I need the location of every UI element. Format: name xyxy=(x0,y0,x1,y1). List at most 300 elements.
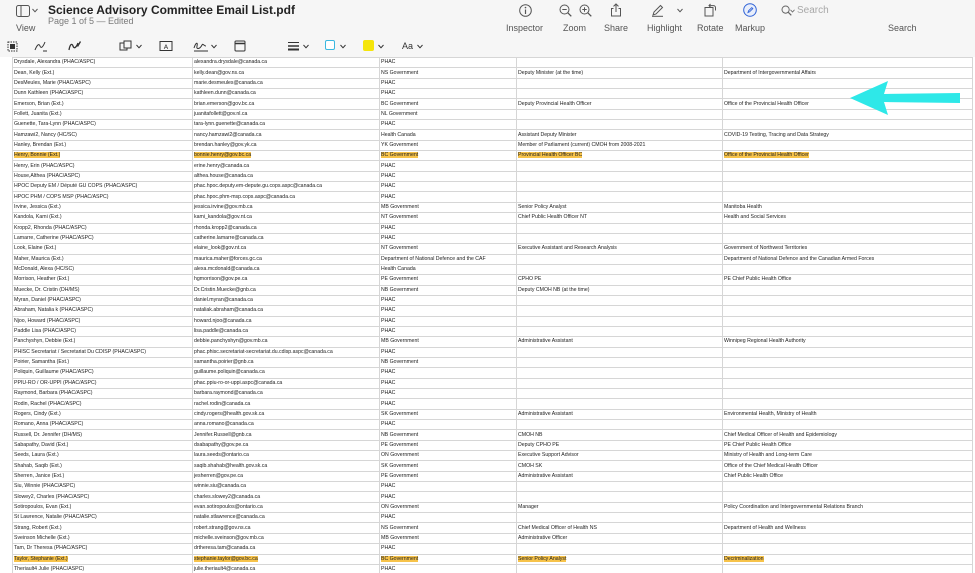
table-row xyxy=(13,264,973,274)
table-cell xyxy=(13,233,193,243)
table-cell xyxy=(193,513,380,523)
table-cell xyxy=(13,140,193,150)
table-cell xyxy=(517,182,723,192)
cell-text: Department of National Defence and the CAF xyxy=(381,255,486,262)
table-cell xyxy=(380,78,517,88)
cell-text: Abraham, Natalia k (PHAC/ASPC) xyxy=(14,307,93,314)
cell-text: Sotiropoulos, Evan (Ext.) xyxy=(14,503,72,510)
table-cell xyxy=(517,337,723,347)
table-cell xyxy=(13,564,193,573)
table-cell xyxy=(13,244,193,254)
table-cell xyxy=(517,554,723,564)
table-cell xyxy=(380,171,517,181)
table-cell xyxy=(193,471,380,481)
table-cell xyxy=(723,368,973,378)
cell-text: samantha.poirier@gnb.ca xyxy=(194,359,254,366)
markup-pen-icon[interactable] xyxy=(743,3,757,17)
table-cell xyxy=(193,564,380,573)
table-row xyxy=(13,171,973,181)
table-cell xyxy=(193,78,380,88)
table-cell xyxy=(723,140,973,150)
cell-text: Tam, Dr Theresa (PHAC/ASPC) xyxy=(14,545,88,552)
cell-text: PE Chief Public Health Office xyxy=(724,276,792,283)
table-cell xyxy=(517,368,723,378)
table-cell xyxy=(517,533,723,543)
table-cell xyxy=(517,99,723,109)
info-icon[interactable] xyxy=(519,4,532,17)
table-cell xyxy=(723,430,973,440)
table-cell xyxy=(517,399,723,409)
cell-text: bonnie.henry@gov.bc.ca xyxy=(194,152,252,159)
cell-text: Department of Health and Wellness xyxy=(724,524,806,531)
table-cell xyxy=(193,275,380,285)
table-cell xyxy=(380,68,517,78)
sketch-icon[interactable] xyxy=(34,40,48,52)
cell-text: Chief Public Health Office xyxy=(724,472,784,479)
table-cell xyxy=(13,275,193,285)
table-cell xyxy=(380,347,517,357)
pdf-page[interactable] xyxy=(0,57,975,573)
line-style-icon[interactable] xyxy=(287,41,300,51)
table-cell xyxy=(517,120,723,130)
cell-text: PE Government xyxy=(381,441,418,448)
table-cell xyxy=(380,420,517,430)
table-cell xyxy=(380,130,517,140)
cell-text: BC Government xyxy=(381,100,419,107)
cell-text: BC Government xyxy=(381,152,419,159)
table-cell xyxy=(517,316,723,326)
table-cell xyxy=(13,357,193,367)
table-cell xyxy=(13,430,193,440)
table-cell xyxy=(380,275,517,285)
chevron-down-icon[interactable] xyxy=(417,44,423,49)
table-cell xyxy=(193,285,380,295)
table-cell xyxy=(723,523,973,533)
zoom-out-icon[interactable] xyxy=(559,4,572,17)
cell-text: PHAC xyxy=(381,172,396,179)
cell-text: PHAC xyxy=(381,297,396,304)
cell-text: Assistant Deputy Minister xyxy=(518,131,577,138)
table-cell xyxy=(13,337,193,347)
table-cell xyxy=(723,544,973,554)
cell-text: Rodin, Rachel (PHAC/ASPC) xyxy=(14,400,82,407)
table-cell xyxy=(13,120,193,130)
table-cell xyxy=(13,264,193,274)
table-cell xyxy=(517,440,723,450)
cell-text: erine.henry@canada.ca xyxy=(194,162,250,169)
cell-text: maurica.maher@forces.gc.ca xyxy=(194,255,262,262)
table-cell xyxy=(193,337,380,347)
cell-text: rachel.rodin@canada.ca xyxy=(194,400,251,407)
table-row xyxy=(13,554,973,564)
cell-text: alexandra.drysdale@canada.ca xyxy=(194,59,268,66)
arrow-shape xyxy=(850,81,960,115)
cell-text: Poirier, Samantha (Ext.) xyxy=(14,359,70,366)
share-label[interactable]: Share xyxy=(604,23,629,33)
table-cell xyxy=(380,202,517,212)
table-cell xyxy=(723,182,973,192)
table-cell xyxy=(517,451,723,461)
markup-label[interactable]: Markup xyxy=(735,23,766,33)
share-icon[interactable] xyxy=(610,3,622,17)
table-cell xyxy=(193,68,380,78)
cell-text: Russell, Dr. Jennifer (DH/MS) xyxy=(14,431,83,438)
table-cell xyxy=(193,130,380,140)
cell-text: althea.house@canada.ca xyxy=(194,172,253,179)
table-cell xyxy=(13,378,193,388)
table-cell xyxy=(13,409,193,419)
table-cell xyxy=(13,554,193,564)
table-cell xyxy=(723,316,973,326)
table-cell xyxy=(517,544,723,554)
table-row xyxy=(13,213,973,223)
cell-text: Jennifer.Russell@gnb.ca xyxy=(194,431,252,438)
table-cell xyxy=(193,347,380,357)
cell-text: PHAC xyxy=(381,307,396,314)
search-field[interactable] xyxy=(779,3,969,19)
cell-text: Dr.Cristin.Muecke@gnb.ca xyxy=(194,286,256,293)
document-subtitle: Page 1 of 5 — Edited xyxy=(48,16,134,26)
table-row xyxy=(13,192,973,202)
table-cell xyxy=(193,502,380,512)
cell-text: winnie.siu@canada.ca xyxy=(194,483,246,490)
table-cell xyxy=(517,295,723,305)
table-cell xyxy=(380,109,517,119)
table-cell xyxy=(13,523,193,533)
cell-text: PHAC xyxy=(381,235,396,242)
table-cell xyxy=(517,171,723,181)
table-cell xyxy=(193,306,380,316)
zoom-in-icon[interactable] xyxy=(579,4,592,17)
table-row xyxy=(13,492,973,502)
table-cell xyxy=(723,440,973,450)
cell-text: PHAC xyxy=(381,224,396,231)
cell-text: Office of the Chief Medical Health Officer xyxy=(724,462,818,469)
table-cell xyxy=(380,564,517,573)
table-cell xyxy=(517,430,723,440)
cell-text: NB Government xyxy=(381,286,419,293)
cell-text: Muecke, Dr. Cristin (DH/MS) xyxy=(14,286,80,293)
search-label[interactable]: Search xyxy=(888,23,917,33)
cell-text: PHAC xyxy=(381,348,396,355)
svg-text:A: A xyxy=(163,42,169,51)
chevron-down-icon[interactable] xyxy=(303,44,309,49)
cell-text: Njoo, Howard (PHAC/ASPC) xyxy=(14,317,81,324)
table-cell xyxy=(723,492,973,502)
cell-text: Department of Intergovernmental Affairs xyxy=(724,69,816,76)
cell-text: PPIU-RO / OR-UPPI (PHAC/ASPC) xyxy=(14,379,97,386)
table-cell xyxy=(193,420,380,430)
table-cell xyxy=(517,78,723,88)
table-row xyxy=(13,482,973,492)
cell-text: Administrative Assistant xyxy=(518,472,573,479)
cell-text: barbara.raymond@canada.ca xyxy=(194,390,263,397)
table-cell xyxy=(517,378,723,388)
table-cell xyxy=(193,389,380,399)
table-cell xyxy=(517,357,723,367)
table-cell xyxy=(517,420,723,430)
note-icon[interactable] xyxy=(234,40,246,52)
markup-toolbar xyxy=(0,36,975,58)
table-cell xyxy=(193,440,380,450)
cell-text: NT Government xyxy=(381,245,418,252)
table-cell xyxy=(723,533,973,543)
table-row xyxy=(13,357,973,367)
cell-text: MB Government xyxy=(381,534,419,541)
table-cell xyxy=(380,161,517,171)
table-cell xyxy=(380,523,517,533)
chevron-down-icon[interactable] xyxy=(211,44,217,49)
rotate-icon[interactable] xyxy=(704,3,717,17)
table-cell xyxy=(380,337,517,347)
cell-text: NS Government xyxy=(381,69,419,76)
table-cell xyxy=(723,409,973,419)
cell-text: phac.ppiu-ro-or-uppi.aspc@canada.ca xyxy=(194,379,283,386)
cell-text: Strang, Robert (Ext.) xyxy=(14,524,62,531)
cell-text: nataliak.abraham@canada.ca xyxy=(194,307,264,314)
cell-text: Sherren, Janice (Ext.) xyxy=(14,472,65,479)
table-row xyxy=(13,109,973,119)
table-cell xyxy=(193,233,380,243)
table-cell xyxy=(517,264,723,274)
table-cell xyxy=(193,326,380,336)
cell-text: PHAC xyxy=(381,90,396,97)
cell-text: Theriault4 Julie (PHAC/ASPC) xyxy=(14,566,85,573)
table-cell xyxy=(723,564,973,573)
cell-text: Romano, Anna (PHAC/ASPC) xyxy=(14,421,84,428)
table-cell xyxy=(723,171,973,181)
cell-text: juanitafollett@gov.nl.ca xyxy=(194,110,248,117)
table-row xyxy=(13,254,973,264)
arrow-annotation[interactable] xyxy=(849,80,961,116)
fill-color-swatch[interactable] xyxy=(363,40,374,51)
table-cell xyxy=(13,492,193,502)
table-cell xyxy=(517,285,723,295)
cell-text: PHAC xyxy=(381,193,396,200)
table-cell xyxy=(13,533,193,543)
cell-text: ON Government xyxy=(381,503,419,510)
cell-text: phac.phisc.secretariat-secretariat.du.cdisp.aspc@canada.ca xyxy=(194,348,333,355)
table-row xyxy=(13,140,973,150)
cell-text: Health Canada xyxy=(381,131,416,138)
cell-text: Deputy Minister (at the time) xyxy=(518,69,584,76)
table-cell xyxy=(13,213,193,223)
cell-text: jesherren@gov.pe.ca xyxy=(194,472,244,479)
cell-text: PHAC xyxy=(381,183,396,190)
chevron-down-icon[interactable] xyxy=(790,9,795,13)
cell-text: PHAC xyxy=(381,483,396,490)
cell-text: Seeds, Laura (Ext.) xyxy=(14,452,59,459)
table-cell xyxy=(193,409,380,419)
sidebar-toggle-icon[interactable] xyxy=(16,5,30,17)
table-cell xyxy=(193,430,380,440)
cell-text: Kandola, Kami (Ext.) xyxy=(14,214,62,221)
search-placeholder[interactable]: Search xyxy=(797,5,829,16)
table-row xyxy=(13,544,973,554)
cell-text: saqib.shahab@health.gov.sk.ca xyxy=(194,462,268,469)
table-cell xyxy=(13,451,193,461)
table-row xyxy=(13,389,973,399)
table-cell xyxy=(13,295,193,305)
table-cell xyxy=(723,502,973,512)
table-cell xyxy=(193,523,380,533)
table-row xyxy=(13,120,973,130)
table-cell xyxy=(193,223,380,233)
cell-text: St Lawrence, Natalie (PHAC/ASPC) xyxy=(14,514,97,521)
table-cell xyxy=(723,399,973,409)
table-cell xyxy=(193,120,380,130)
table-row xyxy=(13,420,973,430)
table-cell xyxy=(193,378,380,388)
cell-text: Kropp2, Rhonda (PHAC/ASPC) xyxy=(14,224,87,231)
cell-text: Executive Assistant and Research Analysis xyxy=(518,245,617,252)
table-cell xyxy=(517,58,723,68)
table-cell xyxy=(517,192,723,202)
table-cell xyxy=(380,368,517,378)
cell-text: Deputy Provincial Health Officer xyxy=(518,100,592,107)
table-row xyxy=(13,430,973,440)
inspector-label[interactable]: Inspector xyxy=(506,23,544,33)
table-cell xyxy=(517,492,723,502)
table-cell xyxy=(193,554,380,564)
cell-text: Drysdale, Alexandra (PHAC/ASPC) xyxy=(14,59,96,66)
table-cell xyxy=(193,316,380,326)
table-row xyxy=(13,161,973,171)
table-row xyxy=(13,347,973,357)
cell-text: PHAC xyxy=(381,328,396,335)
table-cell xyxy=(13,223,193,233)
table-cell xyxy=(13,368,193,378)
table-row xyxy=(13,409,973,419)
table-cell xyxy=(193,451,380,461)
chevron-down-icon[interactable] xyxy=(340,44,346,49)
table-cell xyxy=(13,99,193,109)
table-cell xyxy=(193,171,380,181)
table-cell xyxy=(517,409,723,419)
chevron-down-icon[interactable] xyxy=(378,44,384,49)
table-cell xyxy=(193,140,380,150)
cell-text: Maher, Maurica (Ext.) xyxy=(14,255,64,262)
table-cell xyxy=(517,306,723,316)
cell-text: Emerson, Brian (Ext.) xyxy=(14,100,64,107)
cell-text: kathleen.dunn@canada.ca xyxy=(194,90,256,97)
cell-text: natalie.stlawrence@canada.ca xyxy=(194,514,265,521)
text-style-button[interactable]: Aa xyxy=(402,41,414,51)
cell-text: CPHO PE xyxy=(518,276,542,283)
cell-text: COVID-19 Testing, Tracing and Data Strategy xyxy=(724,131,829,138)
table-row xyxy=(13,471,973,481)
cell-text: PHAC xyxy=(381,317,396,324)
table-cell xyxy=(723,285,973,295)
table-cell xyxy=(13,68,193,78)
table-row xyxy=(13,451,973,461)
table-row xyxy=(13,68,973,78)
cell-text: Dunn Kathleen (PHAC/ASPC) xyxy=(14,90,84,97)
table-cell xyxy=(380,554,517,564)
cell-text: Shahab, Saqib (Ext.) xyxy=(14,462,62,469)
chevron-down-icon[interactable] xyxy=(677,8,683,13)
table-cell xyxy=(517,161,723,171)
table-cell xyxy=(517,140,723,150)
cell-text: Hamzawi2, Nancy (HC/SC) xyxy=(14,131,77,138)
cell-text: Chief Medical Officer of Health and Epidemiology xyxy=(724,431,837,438)
table-cell xyxy=(380,244,517,254)
chevron-down-icon[interactable] xyxy=(32,8,38,13)
table-cell xyxy=(517,389,723,399)
cell-text: NB Government xyxy=(381,359,419,366)
table-cell xyxy=(193,109,380,119)
view-label[interactable]: View xyxy=(16,23,36,33)
table-row xyxy=(13,130,973,140)
cell-text: PHAC xyxy=(381,121,396,128)
zoom-label[interactable]: Zoom xyxy=(563,23,587,33)
table-cell xyxy=(380,544,517,554)
table-cell xyxy=(723,58,973,68)
draw-icon[interactable] xyxy=(68,40,82,52)
cell-text: Henry, Bonnie (Ext.) xyxy=(14,152,61,159)
table-cell xyxy=(380,492,517,502)
cell-text: McDonald, Alexa (HC/SC) xyxy=(14,266,74,273)
table-cell xyxy=(517,347,723,357)
window-toolbar xyxy=(0,0,975,36)
cell-text: Health Canada xyxy=(381,266,416,273)
table-cell xyxy=(723,337,973,347)
cell-text: PHISC Secretariat / Secretariat Du CDISP (PHAC/ASPC) xyxy=(14,348,146,355)
cell-text: Follett, Juanita (Ext.) xyxy=(14,110,62,117)
cell-text: Guenette, Tara-Lynn (PHAC/ASPC) xyxy=(14,121,96,128)
highlight-label[interactable]: Highlight xyxy=(647,23,683,33)
rotate-label[interactable]: Rotate xyxy=(697,23,724,33)
table-cell xyxy=(13,192,193,202)
sign-icon[interactable] xyxy=(193,40,209,52)
cell-text: stephanie.taylor@gov.bc.ca xyxy=(194,555,258,562)
table-cell xyxy=(13,171,193,181)
cell-text: NB Government xyxy=(381,431,419,438)
cell-text: PHAC xyxy=(381,421,396,428)
table-row xyxy=(13,440,973,450)
table-row xyxy=(13,78,973,88)
border-color-swatch[interactable] xyxy=(325,40,335,50)
cell-text: NL Government xyxy=(381,110,418,117)
cell-text: Department of National Defence and the Canadian Armed Forces xyxy=(724,255,875,262)
cell-text: rhonda.kropp2@canada.ca xyxy=(194,224,257,231)
shapes-icon[interactable] xyxy=(119,40,133,52)
cell-text: House,Althea (PHAC/ASPC) xyxy=(14,172,81,179)
table-cell xyxy=(517,461,723,471)
selection-icon[interactable] xyxy=(7,41,18,52)
table-cell xyxy=(517,275,723,285)
table-cell xyxy=(723,192,973,202)
table-cell xyxy=(13,389,193,399)
table-cell xyxy=(380,409,517,419)
cell-text: HPOC Deputy EM / Député GU COPS (PHAC/ASPC) xyxy=(14,183,138,190)
table-cell xyxy=(13,306,193,316)
text-box-icon[interactable] xyxy=(159,40,173,52)
cell-text: PHAC xyxy=(381,162,396,169)
table-cell xyxy=(13,78,193,88)
table-cell xyxy=(193,244,380,254)
cell-text: CMOH SK xyxy=(518,462,543,469)
chevron-down-icon[interactable] xyxy=(136,44,142,49)
table-cell xyxy=(723,275,973,285)
table-cell xyxy=(380,223,517,233)
table-cell xyxy=(380,182,517,192)
table-cell xyxy=(380,192,517,202)
highlighter-icon[interactable] xyxy=(651,4,664,17)
cell-text: Administrative Assistant xyxy=(518,338,573,345)
cell-text: Panchyshyn, Debbie (Ext.) xyxy=(14,338,76,345)
cell-text: MB Government xyxy=(381,203,419,210)
